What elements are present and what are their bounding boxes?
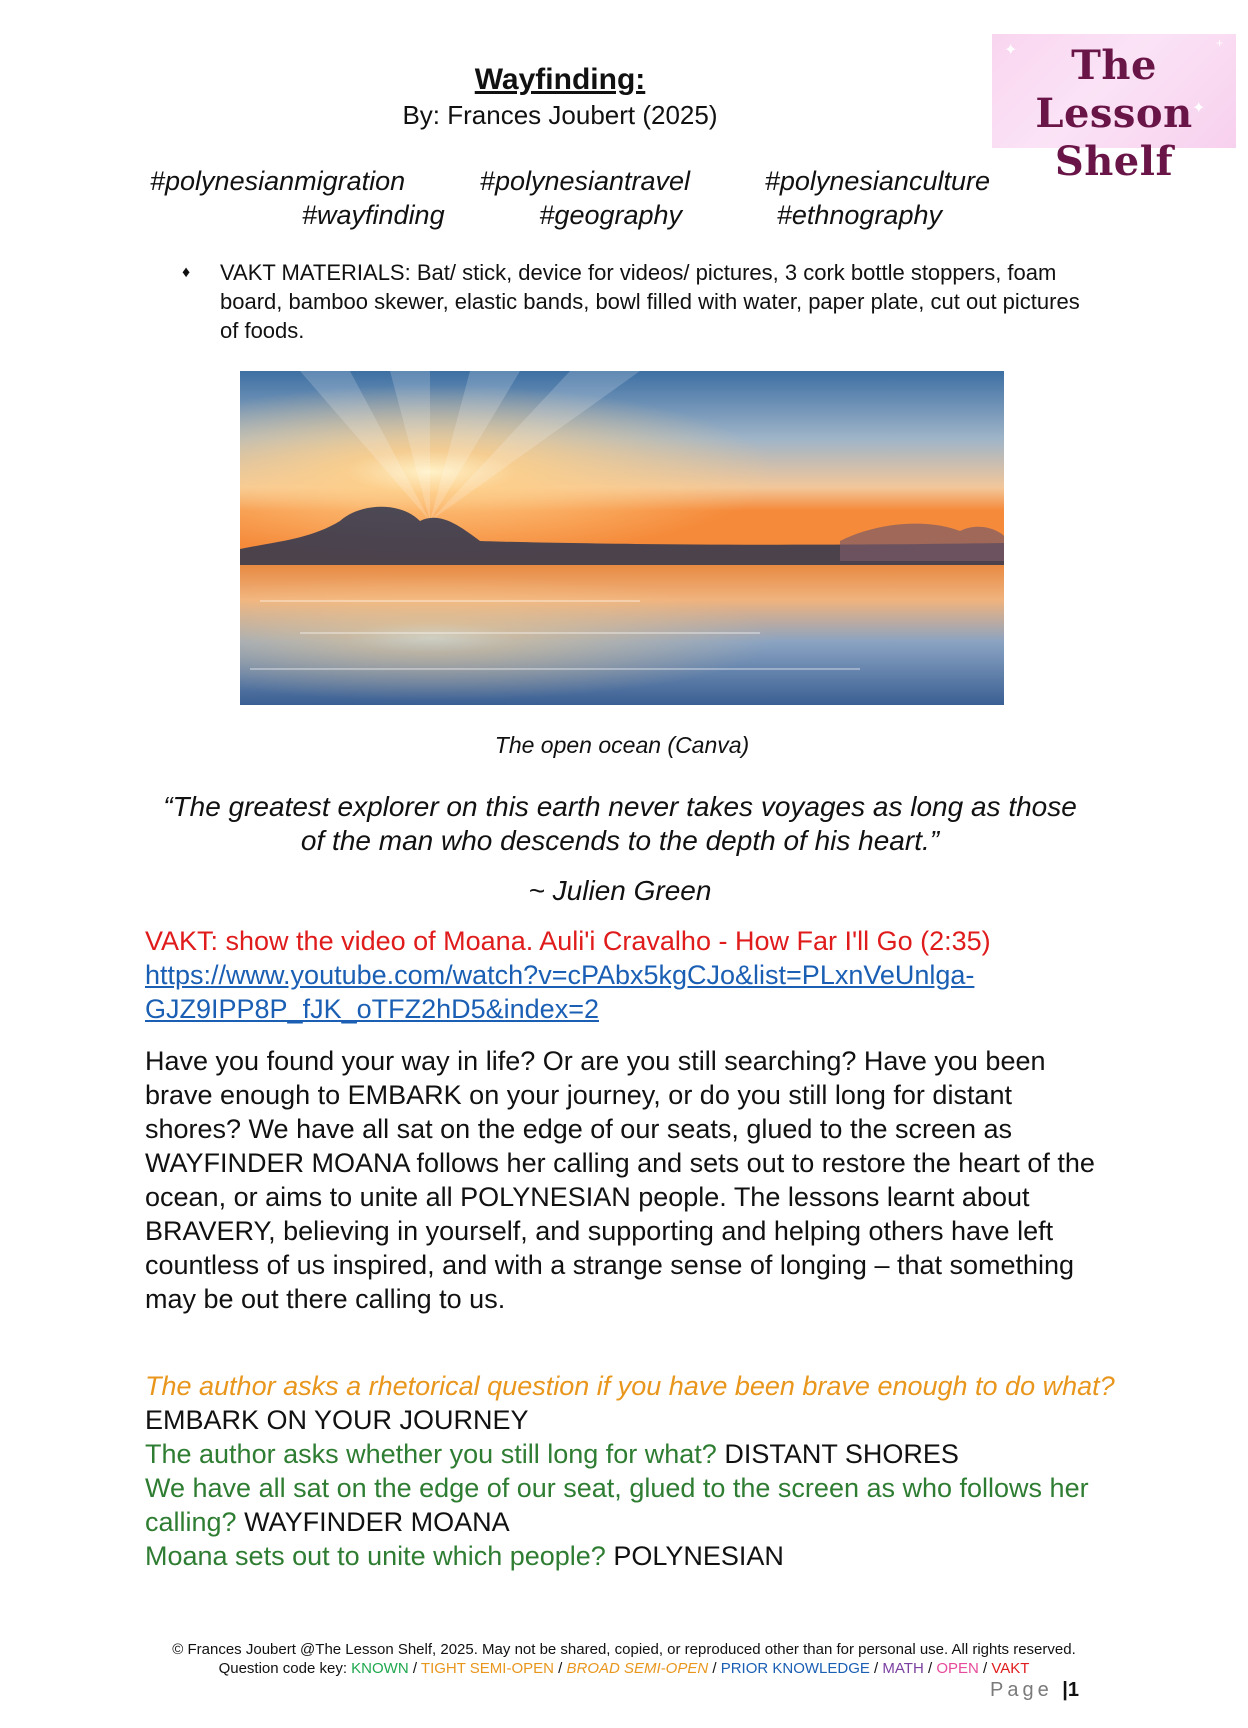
hashtag: #geography: [539, 200, 683, 230]
youtube-video-link[interactable]: https://www.youtube.com/watch?v=cPAbx5kgCJo&list=PLxnVeUnlga-GJZ9IPP8P_fJK_oTFZ2hD5&index=2: [145, 960, 975, 1024]
hashtag-row-1: [150, 164, 990, 198]
key-math: MATH: [882, 1660, 924, 1677]
image-caption: The open ocean (Canva): [494, 732, 750, 758]
hashtags: [150, 164, 990, 232]
key-separator: /: [708, 1660, 721, 1677]
key-separator: /: [978, 1660, 992, 1677]
copyright-line: [100, 1640, 1148, 1659]
question-text: The author asks a rhetorical question if you have been brave enough to do what?: [145, 1371, 1115, 1401]
key-separator: /: [408, 1660, 421, 1677]
answer-text: DISTANT SHORES: [724, 1439, 959, 1469]
materials-text: VAKT MATERIALS: Bat/ stick, device for videos/ pictures, 3 cork bottle stoppers, foam board, bamboo skewer, elastic bands, bowl filled with water, paper plate, cut out pictures of foods.: [220, 260, 1080, 343]
question-code-key: [100, 1659, 1148, 1678]
key-broad-semi-open: BROAD SEMI-OPEN: [566, 1660, 709, 1677]
page-number-value: 1: [1067, 1679, 1080, 1701]
page-number: [990, 1677, 1079, 1703]
key-separator: /: [553, 1660, 567, 1677]
quote-author: ~ Julien Green: [528, 875, 712, 906]
document-title: Wayfinding:: [474, 63, 646, 96]
question-item: [145, 1539, 1125, 1573]
hashtag-row-2: [150, 198, 990, 232]
copyright-text: Frances Joubert @The Lesson Shelf, 2025. May not be shared, copied, or reproduced other than for personal use. All rights reserved.: [187, 1641, 1076, 1658]
question-item: [145, 1369, 1125, 1437]
page-label: Page: [990, 1679, 1053, 1701]
question-list: [145, 1369, 1125, 1573]
hashtag: #polynesianculture: [764, 166, 990, 196]
sparkle-icon: ✦: [1192, 100, 1206, 117]
vakt-materials: [182, 258, 1082, 345]
vakt-video-block: [145, 924, 1125, 1026]
diamond-bullet-icon: ♦: [182, 264, 191, 281]
quote-text: “The greatest explorer on this earth never takes voyages as long as those of the man who descends to the depth of his heart.”: [163, 791, 1077, 856]
answer-text: EMBARK ON YOUR JOURNEY: [145, 1405, 529, 1435]
hashtag: #polynesianmigration: [150, 166, 406, 196]
page-divider: |: [1062, 1679, 1068, 1701]
key-known: KNOWN: [351, 1660, 409, 1677]
key-separator: /: [923, 1660, 937, 1677]
key-vakt: VAKT: [991, 1660, 1030, 1677]
question-text: The author asks whether you still long for what?: [145, 1439, 717, 1469]
key-tight-semi-open: TIGHT SEMI-OPEN: [420, 1660, 554, 1677]
ocean-sunset-image: [240, 371, 1004, 705]
sparkle-icon: ✦: [1004, 42, 1018, 59]
answer-text: POLYNESIAN: [613, 1541, 784, 1571]
title-block: [250, 62, 870, 132]
question-item: [145, 1437, 1125, 1471]
intro-paragraph: Have you found your way in life? Or are you still searching? Have you been brave enough to EMBARK on your journey, or do you still long for distant shores? We have all sat on the edge of our seats, glued to the screen as WAYFINDER MOANA follows her calling and sets out to restore the heart of the ocean, or aims to unite all POLYNESIAN people. The lessons learnt about BRAVERY, believing in yourself, and supporting and helping others have left countless of us inspired, and with a strange sense of longing – that something may be out there calling to us.: [145, 1046, 1095, 1314]
hashtag: #wayfinding: [302, 200, 445, 230]
question-text: We have all sat on the edge of our seat, glued to the screen as who follows her calling?: [145, 1473, 1089, 1537]
lesson-shelf-logo: [992, 34, 1236, 185]
hashtag: #ethnography: [776, 200, 942, 230]
copyright-icon: ©: [172, 1641, 184, 1658]
vakt-video-instruction: VAKT: show the video of Moana. Auli'i Cravalho - How Far I'll Go (2:35): [145, 926, 991, 956]
question-item: [145, 1471, 1125, 1539]
key-prior-knowledge: PRIOR KNOWLEDGE: [720, 1660, 870, 1677]
sparkle-icon: +: [1216, 36, 1224, 50]
key-open: OPEN: [936, 1660, 979, 1677]
hashtag: #polynesiantravel: [479, 166, 691, 196]
logo-line-1: The Lesson: [1035, 42, 1193, 137]
ocean-sunset-illustration: [240, 371, 1004, 705]
answer-text: WAYFINDER MOANA: [244, 1507, 510, 1537]
logo-line-2: Shelf: [1054, 138, 1174, 185]
key-label: Question code key:: [218, 1660, 347, 1677]
key-separator: /: [869, 1660, 883, 1677]
document-byline: By: Frances Joubert (2025): [402, 100, 718, 130]
page-footer: [100, 1640, 1148, 1678]
question-text: Moana sets out to unite which people?: [145, 1541, 606, 1571]
